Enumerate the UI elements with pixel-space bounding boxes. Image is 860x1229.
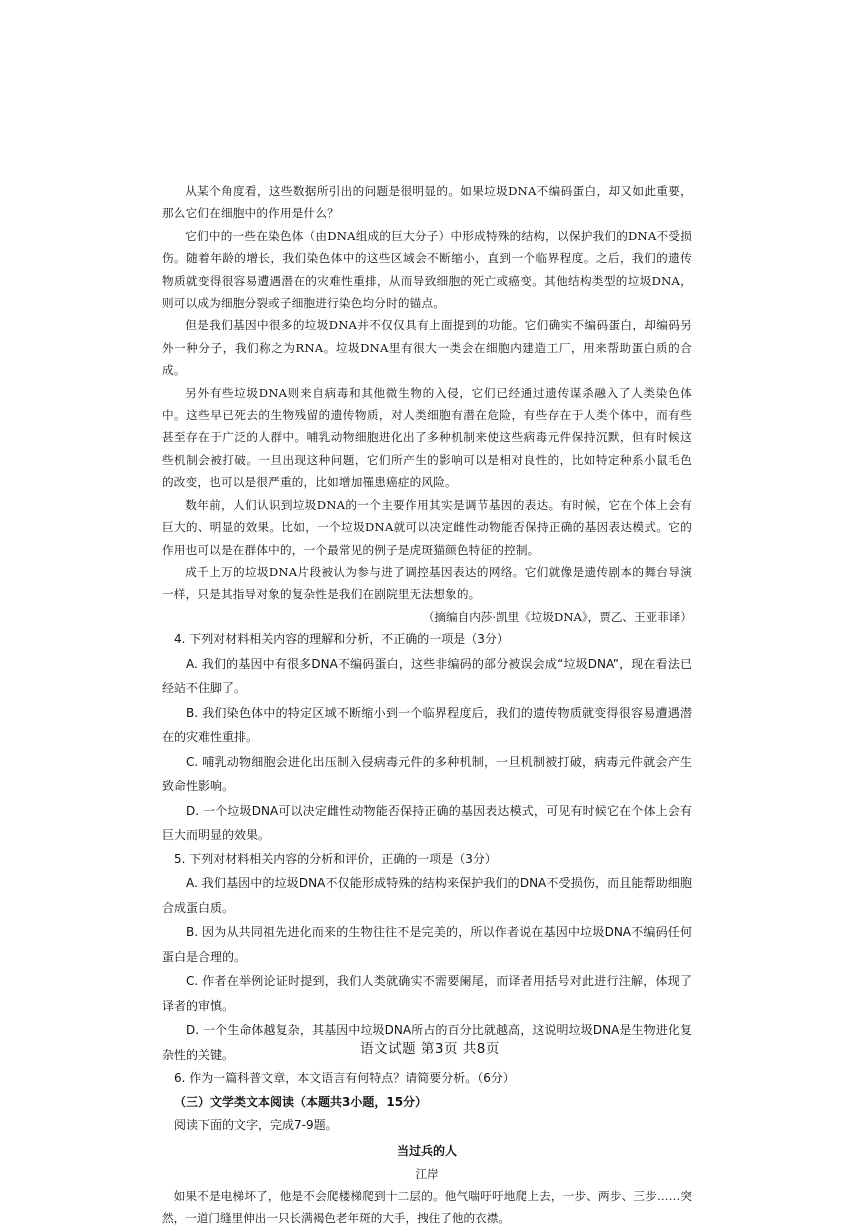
section-heading: （三）文学类文本阅读（本题共3小题，15分） — [174, 1094, 428, 1109]
story-author: 江岸 — [415, 1166, 439, 1181]
section-literary-reading — [162, 1091, 692, 1229]
section-instruction: 阅读下面的文字，完成7-9题。 — [174, 1117, 338, 1132]
reading-passage — [162, 180, 692, 628]
option-d: D. 一个生命体越复杂，其基因中垃圾DNA所占的百分比就越高，这说明垃圾DNA是生物进化复杂性的关键。 — [162, 1023, 692, 1062]
passage-paragraph: 但是我们基因中很多的垃圾DNA并不仅仅具有上面提到的功能。它们确实不编码蛋白，却编码另外一种分子，我们称之为RNA。垃圾DNA里有很大一类会在细胞内建造工厂，用来帮助蛋白质的合成。 — [162, 318, 692, 378]
option-a: A. 我们的基因中有很多DNA不编码蛋白，这些非编码的部分被误会成“垃圾DNA”，现在看法已经站不住脚了。 — [162, 656, 692, 696]
question-stem: 4. 下列对材料相关内容的理解和分析，不正确的一项是（3分） — [174, 632, 509, 647]
question-4 — [162, 628, 692, 848]
question-6 — [162, 1067, 692, 1091]
option-d: D. 一个垃圾DNA可以决定雌性动物能否保持正确的基因表达模式，可见有时候它在个体上会有巨大而明显的效果。 — [162, 803, 692, 843]
story-paragraph: 如果不是电梯坏了，他是不会爬楼梯爬到十二层的。他气喘吁吁地爬上去，一步、两步、三步……突然，一道门缝里伸出一只长满褐色老年斑的大手，拽住了他的衣襟。 — [162, 1188, 692, 1226]
passage-paragraph: 成千上万的垃圾DNA片段被认为参与进了调控基因表达的网络。它们就像是遗传剧本的舞台导演一样，只是其指导对象的复杂性是我们在剧院里无法想象的。 — [162, 564, 692, 602]
source-citation: （摘编自内莎·凯里《垃圾DNA》，贾乙、王亚菲译） — [422, 609, 692, 624]
story-title: 当过兵的人 — [396, 1143, 457, 1158]
passage-paragraph: 从某个角度看，这些数据所引出的问题是很明显的。如果垃圾DNA不编码蛋白，却又如此重要，那么它们在细胞中的作用是什么？ — [162, 184, 692, 221]
option-b: B. 我们染色体中的特定区域不断缩小到一个临界程度后，我们的遗传物质就变得很容易遭遇潜在的灾难性重排。 — [162, 705, 692, 745]
passage-paragraph: 另外有些垃圾DNA则来自病毒和其他微生物的入侵，它们已经通过遗传谋杀融入了人类染色体中。这些早已死去的生物残留的遗传物质，对人类细胞有潜在危险，有些存在于人类个体中，而有些甚至存在于广泛的人群中。哺乳动物细胞进化出了多种机制来使这些病毒元件保持沉默，但有时候这些机制会被打破。一旦出现这种问题，它们所产生的影响可以是相对良性的，比如特定种系小鼠毛色的改变，也可以是很严重的，比如增加罹患癌症的风险。 — [162, 385, 692, 490]
page-footer: 语文试题 第3页 共8页 — [360, 1041, 500, 1057]
passage-paragraph: 数年前，人们认识到垃圾DNA的一个主要作用其实是调节基因的表达。有时候，它在个体上会有巨大的、明显的效果。比如，一个垃圾DNA就可以决定雌性动物能否保持正确的基因表达模式。它的作用也可以是在群体中的，一个最常见的例子是虎斑猫颜色特征的控制。 — [162, 497, 692, 557]
option-a: A. 我们基因中的垃圾DNA不仅能形成特殊的结构来保护我们的DNA不受损伤，而且能帮助细胞合成蛋白质。 — [162, 876, 692, 915]
page-content — [162, 180, 692, 1229]
question-stem: 6. 作为一篇科普文章，本文语言有何特点？请简要分析。（6分） — [174, 1071, 515, 1086]
option-c: C. 作者在举例论证时提到，我们人类就确实不需要阑尾，而译者用括号对此进行注解，体现了译者的审慎。 — [162, 974, 692, 1013]
question-5 — [162, 848, 692, 1068]
passage-paragraph: 它们中的一些在染色体（由DNA组成的巨大分子）中形成特殊的结构，以保护我们的DNA不受损伤。随着年龄的增长，我们染色体中的这些区域会不断缩小，直到一个临界程度。之后，我们的遗传物质就变得很容易遭遇潜在的灾难性重排，从而导致细胞的死亡或癌变。其他结构类型的垃圾DNA，则可以成为细胞分裂或子细胞进行染色均分时的锚点。 — [162, 228, 692, 311]
option-b: B. 因为从共同祖先进化而来的生物往往不是完美的，所以作者说在基因中垃圾DNA不编码任何蛋白是合理的。 — [162, 925, 692, 964]
option-c: C. 哺乳动物细胞会进化出压制入侵病毒元件的多种机制，一旦机制被打破，病毒元件就会产生致命性影响。 — [162, 754, 692, 794]
question-stem: 5. 下列对材料相关内容的分析和评价，正确的一项是（3分） — [174, 851, 497, 866]
